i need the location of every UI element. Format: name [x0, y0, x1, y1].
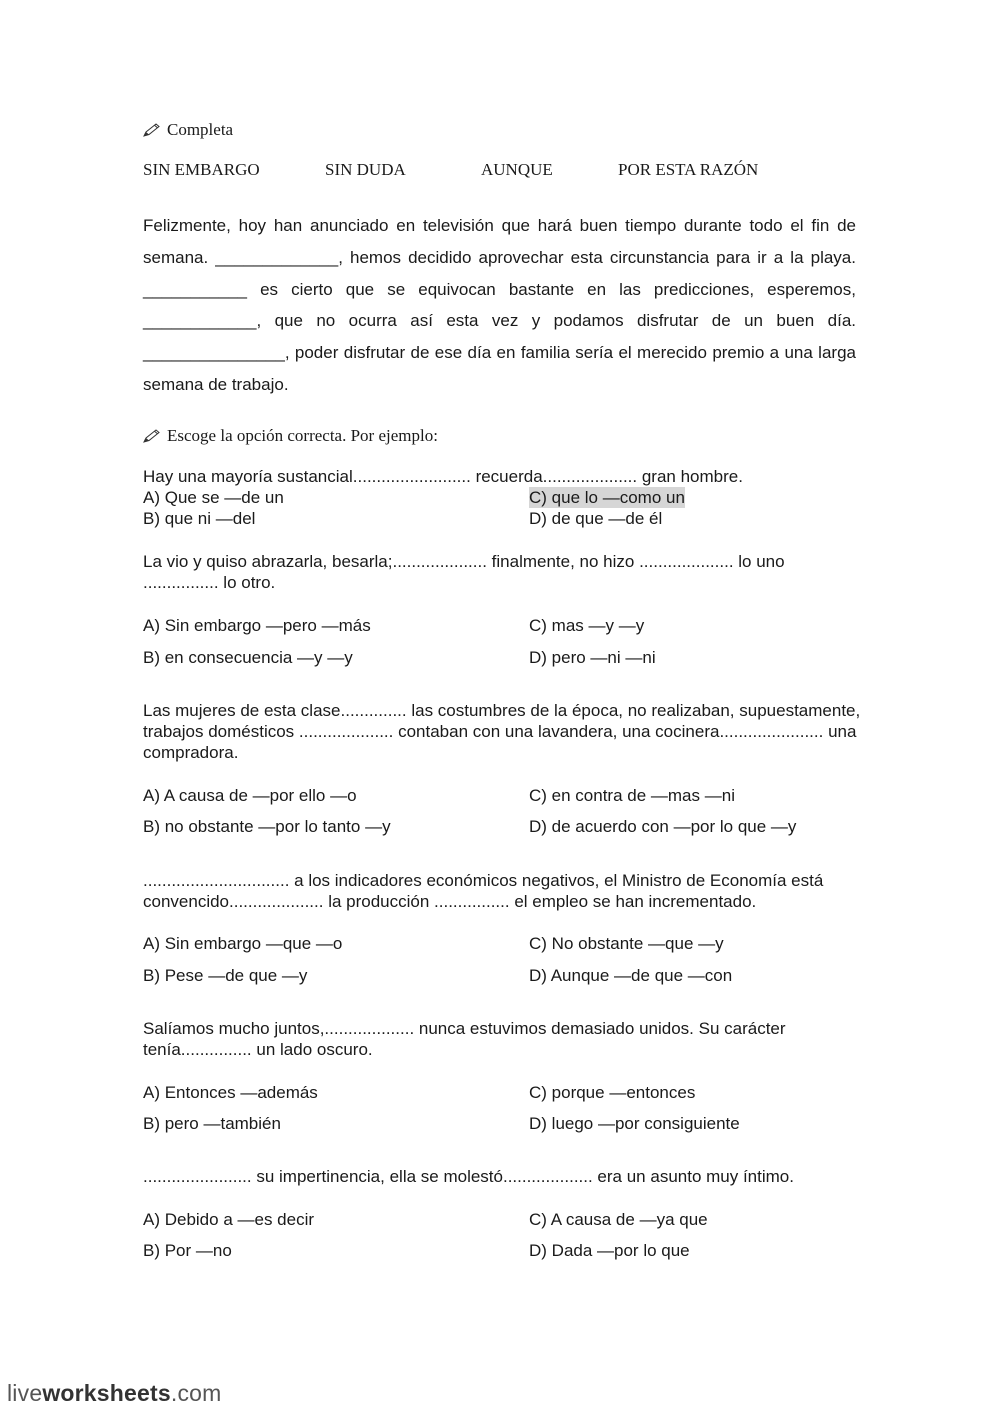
question-4-option-b[interactable]: B) Pese —de que —y [143, 966, 308, 985]
pencil-icon [143, 429, 161, 443]
question-4-option-a[interactable]: A) Sin embargo —que —o [143, 934, 343, 953]
question-1-option-d[interactable]: D) de que —de él [529, 509, 663, 528]
question-5-option-b[interactable]: B) pero —también [143, 1114, 281, 1133]
question-6-option-c[interactable]: C) A causa de —ya que [529, 1210, 708, 1229]
question-6-text: ....................... su impertinencia, ella se molestó................... era un asunto muy íntimo. [143, 1167, 794, 1186]
question-3-option-a[interactable]: A) A causa de —por ello —o [143, 786, 357, 805]
question-6-option-b[interactable]: B) Por —no [143, 1241, 232, 1260]
section-escoge-title: Escoge la opción correcta. Por ejemplo: [167, 426, 438, 445]
word-sin-duda: SIN DUDA [325, 160, 406, 179]
word-por-esta-razon: POR ESTA RAZÓN [618, 160, 759, 179]
section-escoge-header [143, 426, 438, 446]
question-4-option-c[interactable]: C) No obstante —que —y [529, 934, 724, 953]
question-3-option-d[interactable]: D) de acuerdo con —por lo que —y [529, 817, 797, 836]
question-4-text: ............................... a los indicadores económicos negativos, el Ministro de Economía está convencido.................... la producción ................ el empleo se han incrementado. [143, 871, 824, 911]
brand-live: live [7, 1380, 43, 1406]
question-5-option-c[interactable]: C) porque —entonces [529, 1083, 696, 1102]
word-aunque: AUNQUE [481, 160, 553, 179]
question-1-option-c[interactable]: C) que lo —como un [529, 488, 685, 507]
pencil-icon [143, 123, 161, 137]
question-2-option-b[interactable]: B) en consecuencia —y —y [143, 648, 353, 667]
question-1-text: Hay una mayoría sustancial......................... recuerda.................... gran hombre. [143, 467, 743, 486]
question-6-option-a[interactable]: A) Debido a —es decir [143, 1210, 315, 1229]
question-2-text: La vio y quiso abrazarla, besarla;.................... finalmente, no hizo .................... lo uno ................ lo otro. [143, 552, 785, 592]
question-3-option-c[interactable]: C) en contra de —mas —ni [529, 786, 735, 805]
question-5-text: Salíamos mucho juntos,................... nunca estuvimos demasiado unidos. Su carácter tenía............... un lado oscuro. [143, 1019, 786, 1059]
question-3-text: Las mujeres de esta clase.............. las costumbres de la época, no realizaban, supuestamente, trabajos domésticos .................... contaban con una lavandera, una cocinera...................... una compradora. [143, 701, 861, 762]
section-completa-title: Completa [167, 120, 234, 139]
question-4-option-d[interactable]: D) Aunque —de que —con [529, 966, 733, 985]
question-6-option-d[interactable]: D) Dada —por lo que [529, 1241, 690, 1260]
question-5-option-d[interactable]: D) luego —por consiguiente [529, 1114, 740, 1133]
question-5-option-a[interactable]: A) Entonces —además [143, 1083, 318, 1102]
question-2-option-a[interactable]: A) Sin embargo —pero —más [143, 616, 371, 635]
liveworksheets-logo [7, 1380, 222, 1407]
cloze-paragraph: Felizmente, hoy han anunciado en televisión que hará buen tiempo durante todo el fin de semana. _____________, hemos decidido aprovechar esta circunstancia para ir a la playa. ___________ es cierto que se equivocan bastante en las predicciones, esperemos, ____________, que no ocurra así esta vez y podamos disfrutar de un buen día. _______________, poder disfrutar de ese día en familia sería el merecido premio a una larga semana de trabajo. [143, 216, 856, 394]
question-3-option-b[interactable]: B) no obstante —por lo tanto —y [143, 817, 391, 836]
brand-com: .com [170, 1380, 222, 1406]
question-1-option-a[interactable]: A) Que se —de un [143, 488, 284, 507]
word-sin-embargo: SIN EMBARGO [143, 160, 260, 179]
question-1-option-b[interactable]: B) que ni —del [143, 509, 256, 528]
section-completa-header [143, 120, 233, 140]
question-2-option-d[interactable]: D) pero —ni —ni [529, 648, 656, 667]
question-2-option-c[interactable]: C) mas —y —y [529, 616, 645, 635]
brand-worksheets: worksheets [42, 1380, 171, 1406]
